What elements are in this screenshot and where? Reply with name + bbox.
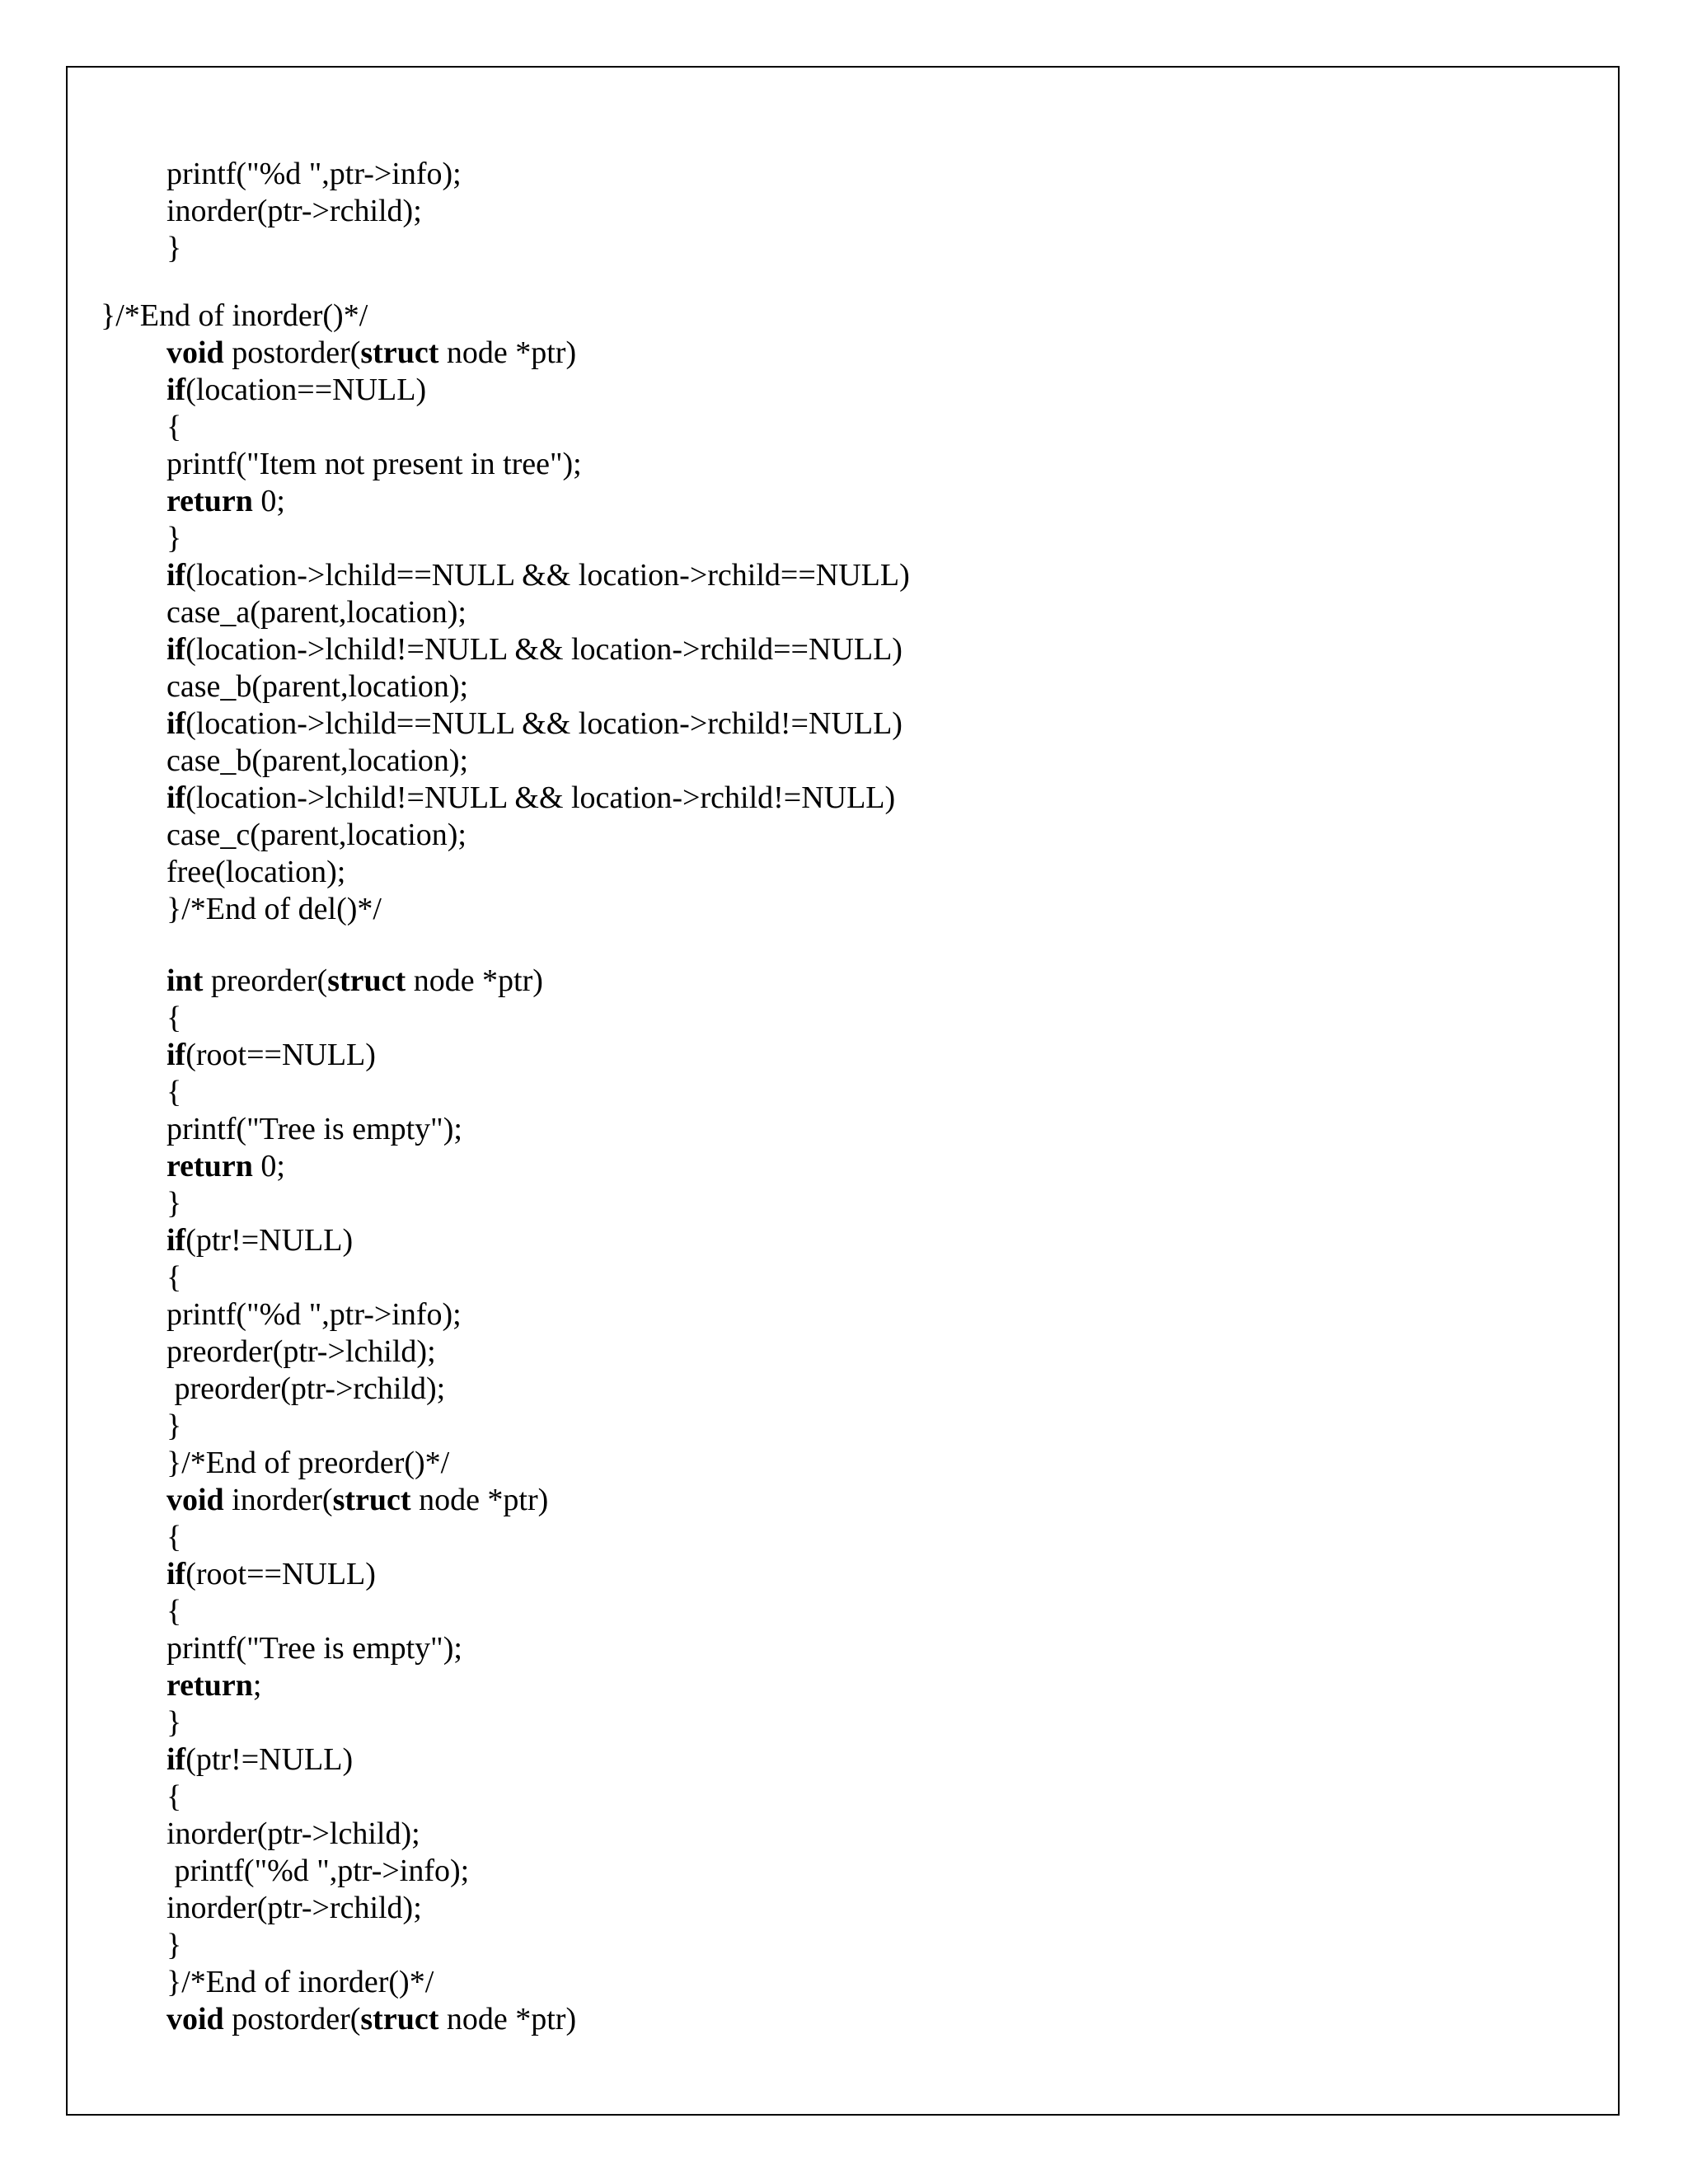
code-line bbox=[166, 1742, 353, 1777]
code-text: { bbox=[166, 1520, 182, 1554]
code-line bbox=[166, 892, 382, 926]
code-text: printf("Item not present in tree"); bbox=[166, 447, 582, 481]
code-text: case_c(parent,location); bbox=[166, 818, 467, 852]
code-keyword: if bbox=[166, 1223, 186, 1258]
code-keyword: void bbox=[166, 335, 224, 370]
code-text: (location->lchild==NULL && location->rchild==NULL) bbox=[185, 558, 910, 593]
code-text: 0; bbox=[252, 1149, 285, 1183]
code-line bbox=[166, 1112, 462, 1146]
code-text: } bbox=[166, 1705, 182, 1740]
code-line bbox=[166, 1631, 462, 1666]
code-keyword: return bbox=[166, 484, 253, 518]
code-line bbox=[166, 1223, 353, 1258]
code-text: node *ptr) bbox=[438, 2002, 577, 2036]
code-line bbox=[166, 1594, 181, 1629]
code-line bbox=[166, 1371, 445, 1406]
code-text: printf("%d ",ptr->info); bbox=[166, 1854, 470, 1888]
code-text: { bbox=[166, 1779, 182, 1814]
code-line bbox=[166, 743, 468, 778]
code-line bbox=[166, 1816, 420, 1851]
code-line bbox=[166, 1038, 376, 1072]
code-keyword: struct bbox=[360, 2002, 439, 2036]
code-line bbox=[166, 1334, 436, 1369]
code-text: }/*End of del()*/ bbox=[166, 892, 382, 926]
code-line bbox=[166, 1965, 434, 1999]
code-text: (ptr!=NULL) bbox=[185, 1742, 354, 1777]
code-line bbox=[166, 1408, 181, 1443]
code-line bbox=[166, 447, 582, 481]
code-text: case_a(parent,location); bbox=[166, 595, 467, 630]
code-listing bbox=[68, 68, 1618, 2114]
code-text: { bbox=[166, 1260, 182, 1295]
code-text: (ptr!=NULL) bbox=[185, 1223, 354, 1258]
code-line bbox=[166, 1891, 422, 1925]
code-text: } bbox=[166, 1186, 182, 1221]
code-keyword: if bbox=[166, 780, 186, 815]
code-line bbox=[166, 818, 467, 852]
code-line bbox=[166, 706, 903, 741]
code-text: postorder( bbox=[223, 2002, 361, 2036]
code-line bbox=[166, 780, 895, 815]
code-line bbox=[166, 595, 467, 630]
code-keyword: return bbox=[166, 1668, 253, 1703]
code-text: }/*End of inorder()*/ bbox=[101, 298, 368, 333]
code-line bbox=[166, 1446, 449, 1480]
code-line bbox=[166, 521, 181, 555]
code-keyword: struct bbox=[327, 963, 406, 998]
code-text: } bbox=[166, 1928, 182, 1962]
code-keyword: if bbox=[166, 706, 186, 741]
code-keyword: int bbox=[166, 963, 204, 998]
code-text: postorder( bbox=[223, 335, 361, 370]
code-keyword: void bbox=[166, 1483, 224, 1517]
code-line bbox=[166, 231, 181, 265]
code-keyword: return bbox=[166, 1149, 253, 1183]
code-line bbox=[166, 410, 181, 444]
code-text: 0; bbox=[252, 484, 285, 518]
code-keyword: struct bbox=[332, 1483, 411, 1517]
code-text: printf("Tree is empty"); bbox=[166, 1631, 462, 1666]
code-line bbox=[166, 1483, 548, 1517]
code-text: inorder( bbox=[223, 1483, 333, 1517]
code-text: } bbox=[166, 1408, 182, 1443]
code-text: inorder(ptr->rchild); bbox=[166, 1891, 422, 1925]
code-keyword: if bbox=[166, 1038, 186, 1072]
code-line bbox=[166, 1668, 261, 1703]
code-line bbox=[166, 963, 543, 998]
code-text: preorder( bbox=[203, 963, 328, 998]
code-text: printf("Tree is empty"); bbox=[166, 1112, 462, 1146]
code-line bbox=[166, 669, 468, 704]
code-line bbox=[166, 1075, 181, 1109]
code-text: } bbox=[166, 521, 182, 555]
code-text: { bbox=[166, 410, 182, 444]
code-text: ; bbox=[252, 1668, 262, 1703]
code-line bbox=[166, 1260, 181, 1295]
code-text: }/*End of preorder()*/ bbox=[166, 1446, 450, 1480]
code-line bbox=[166, 632, 903, 667]
code-line bbox=[166, 2002, 576, 2036]
code-text: (root==NULL) bbox=[185, 1557, 376, 1591]
code-text: (location->lchild!=NULL && location->rchild!=NULL) bbox=[185, 780, 896, 815]
code-text: (location->lchild==NULL && location->rchild!=NULL) bbox=[185, 706, 903, 741]
code-line bbox=[166, 1928, 181, 1962]
code-text: node *ptr) bbox=[406, 963, 543, 998]
code-line bbox=[166, 1557, 376, 1591]
code-line bbox=[166, 1001, 181, 1035]
code-line bbox=[166, 1149, 285, 1183]
code-text: } bbox=[166, 231, 182, 265]
code-line bbox=[166, 855, 345, 889]
code-line bbox=[166, 335, 576, 370]
code-text: preorder(ptr->lchild); bbox=[166, 1334, 436, 1369]
code-text: (location==NULL) bbox=[185, 373, 427, 407]
code-line bbox=[101, 298, 368, 333]
code-text: (location->lchild!=NULL && location->rchild==NULL) bbox=[185, 632, 903, 667]
code-keyword: if bbox=[166, 558, 186, 593]
code-line bbox=[166, 373, 426, 407]
code-keyword: if bbox=[166, 1742, 186, 1777]
code-line bbox=[166, 484, 285, 518]
code-text: printf("%d ",ptr->info); bbox=[166, 1297, 462, 1332]
code-line bbox=[166, 157, 462, 191]
code-text: { bbox=[166, 1594, 182, 1629]
page-border bbox=[66, 66, 1620, 2116]
code-keyword: if bbox=[166, 1557, 186, 1591]
code-keyword: if bbox=[166, 632, 186, 667]
code-line bbox=[166, 1186, 181, 1221]
code-text: case_b(parent,location); bbox=[166, 669, 469, 704]
code-text: free(location); bbox=[166, 855, 346, 889]
code-text: { bbox=[166, 1075, 182, 1109]
code-keyword: if bbox=[166, 373, 186, 407]
code-text: case_b(parent,location); bbox=[166, 743, 469, 778]
code-line bbox=[166, 1520, 181, 1554]
code-line bbox=[166, 194, 422, 228]
code-text: { bbox=[166, 1001, 182, 1035]
code-line bbox=[166, 1705, 181, 1740]
code-text: inorder(ptr->rchild); bbox=[166, 194, 422, 228]
code-line bbox=[166, 1297, 462, 1332]
code-text: preorder(ptr->rchild); bbox=[166, 1371, 446, 1406]
code-keyword: struct bbox=[360, 335, 439, 370]
code-line bbox=[166, 558, 910, 593]
code-text: printf("%d ",ptr->info); bbox=[166, 157, 462, 191]
code-text: (root==NULL) bbox=[185, 1038, 376, 1072]
code-keyword: void bbox=[166, 2002, 224, 2036]
code-text: node *ptr) bbox=[438, 335, 577, 370]
code-text: inorder(ptr->lchild); bbox=[166, 1816, 420, 1851]
code-line bbox=[166, 1854, 469, 1888]
code-text: node *ptr) bbox=[410, 1483, 549, 1517]
code-line bbox=[166, 1779, 181, 1814]
code-text: }/*End of inorder()*/ bbox=[166, 1965, 434, 1999]
